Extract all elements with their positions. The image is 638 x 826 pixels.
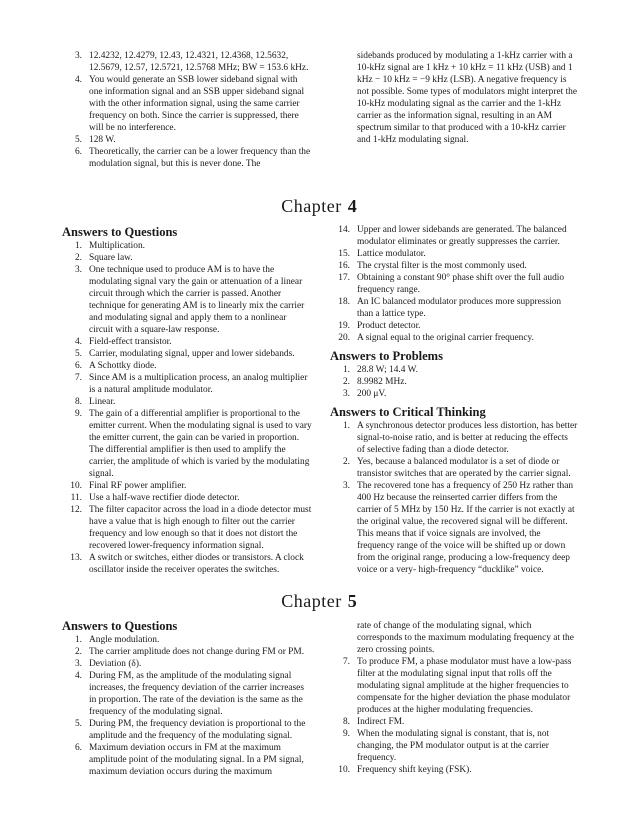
item-number: 1. [342,365,350,375]
item-text: 12.4232, 12.4279, 12.43, 12.4321, 12.4368, 12.5632, 12.5679, 12.57, 12.5721, 12.5768 MHz; BW = 153.6 kHz. [89,51,309,73]
item-text: Linear. [89,397,116,407]
item-number: 2. [342,457,350,467]
item-number: 8. [342,717,350,727]
list-item [62,658,312,670]
problems-heading: Answers to Problems [330,349,443,363]
item-text: 200 μV. [357,389,387,399]
item-number: 3. [74,51,82,61]
top-right-paragraph: sidebands produced by modulating a 1-kHz carrier with a 10-kHz signal are 1 kHz + 10 kHz = 11 kHz (USB) and 1 kHz − 10 kHz = −9 kHz (LSB). A negative frequency is not possible. Some types of modulators might interpret the 10-kHz modulating signal as the carrier and the 1-kHz carrier as the information signal, resulting in an AM spectrum similar to that produced with a 10-kHz carrier and 1-kHz modulating signal. [357,51,578,145]
item-number: 4. [74,337,82,347]
item-number: 4. [74,671,82,681]
chapter5-left-column [62,620,312,778]
list-item [62,670,312,718]
item-number: 16. [338,261,350,271]
list-item [330,716,578,728]
item-text: The recovered tone has a frequency of 250 Hz rather than 400 Hz because the reinserted carrier differs from the carrier of 5 MHz by 150 Hz. If the carrier is not exactly at the original value, the recovered signal will be different. This means that if voice signals are involved, the frequency range of the voice will be shifted up or down from the original range, producing a low-frequency deep voice or a very- high-frequency “ducklike” voice. [357,481,575,575]
item-number: 10. [338,765,350,775]
chapter4-questions-list-b [330,224,578,344]
item-text: Square law. [89,253,133,263]
item-text: Multiplication. [89,241,145,251]
item-text: Obtaining a constant 90° phase shift over the full audio frequency range. [357,273,565,295]
item-number: 2. [74,253,82,263]
chapter-word: Chapter [281,196,342,216]
list-item [62,146,312,170]
item-number: 3. [74,659,82,669]
item-text: 28.8 W; 14.4 W. [357,365,418,375]
list-item [62,396,312,408]
list-item [62,504,312,552]
list-item [62,480,312,492]
item-number: 15. [338,249,350,259]
list-item [330,728,578,764]
list-item [62,646,312,658]
item-text: An IC balanced modulator produces more suppression than a lattice type. [357,297,562,319]
item-number: 1. [74,241,82,251]
item-number: 2. [342,377,350,387]
item-text: 8.9982 MHz. [357,377,407,387]
item-number: 7. [342,657,350,667]
item-text: Upper and lower sidebands are generated. The balanced modulator eliminates or greatly suppresses the carrier. [357,225,567,247]
chapter5-right-column [330,620,578,776]
list-item [330,656,578,716]
item-number: 3. [74,265,82,275]
item-text: A switch or switches, either diodes or transistors. A clock oscillator inside the receiver operates the switches. [89,553,304,575]
item-number: 13. [70,553,82,563]
list-item [330,764,578,776]
item-text: 128 W. [89,135,116,145]
item-number: 19. [338,321,350,331]
item-text: Yes, because a balanced modulator is a set of diode or transistor switches that are operated by the carrier signal. [357,457,571,479]
item-text: Lattice modulator. [357,249,426,259]
item-text: Maximum deviation occurs in FM at the maximum amplitude point of the modulating signal. In a PM signal, maximum deviation occurs during the maximum [89,743,304,777]
item-text: The crystal filter is the most commonly used. [357,261,527,271]
item-text: You would generate an SSB lower sideband signal with one information signal and an SSB upper sideband signal with the other information signal, using the same carrier frequency on both. Since the carrier is suppressed, there will be no interference. [89,75,305,133]
list-item [330,248,578,260]
item-number: 10. [70,481,82,491]
list-item [62,742,312,778]
list-item [62,336,312,348]
list-item [330,272,578,296]
item-number: 9. [74,409,82,419]
item-text: When the modulating signal is constant, that is, not changing, the PM modulator output is at the carrier frequency. [357,729,550,763]
item-text: One technique used to produce AM is to have the modulating signal vary the gain or attenuation of a linear circuit through which the carrier is passed. Another technique for generating AM is to linearly mix the carrier and modulating signal and apply them to a nonlinear circuit with a square-law response. [89,265,305,335]
item-text: Final RF power amplifier. [89,481,187,491]
item-text: Product detector. [357,321,421,331]
item-text: Since AM is a multiplication process, an analog multiplier is a natural amplitude modulator. [89,373,308,395]
chapter4-left-column [62,226,312,576]
list-item [330,296,578,320]
chapter-number: 5 [347,591,357,611]
list-item [62,348,312,360]
item-number: 6. [74,743,82,753]
list-item [62,50,312,74]
item-text: Angle modulation. [89,635,160,645]
item-text: Deviation (δ). [89,659,142,669]
top-right-column [330,50,578,146]
chapter4-questions-list-a [62,240,312,576]
chapter-number: 4 [347,196,357,216]
list-item [62,240,312,252]
item-number: 11. [70,493,82,503]
list-item [330,388,578,400]
chapter-word: Chapter [281,591,342,611]
item-text: During PM, the frequency deviation is proportional to the amplitude and the frequency of the modulating signal. [89,719,306,741]
list-item [62,134,312,146]
item-number: 6. [74,147,82,157]
item-text: A Schottky diode. [89,361,157,371]
continuation-paragraph: rate of change of the modulating signal, which corresponds to the maximum modulating frequency at the zero crossing points. [357,621,574,655]
list-item [330,480,578,576]
item-number: 3. [342,389,350,399]
chapter4-problems-list [330,364,578,400]
list-item [330,456,578,480]
list-item [62,718,312,742]
list-item [62,634,312,646]
item-text: The carrier amplitude does not change during FM or PM. [89,647,305,657]
chapter5-questions-list-a [62,634,312,778]
list-item [62,264,312,336]
item-number: 6. [74,361,82,371]
list-item [62,360,312,372]
list-item [330,224,578,248]
item-number: 5. [74,349,82,359]
top-left-column [62,50,312,170]
item-text: Carrier, modulating signal, upper and lower sidebands. [89,349,295,359]
item-number: 8. [74,397,82,407]
item-text: A signal equal to the original carrier frequency. [357,333,534,343]
item-text: To produce FM, a phase modulator must have a low-pass filter at the modulating signal input that rolls off the modulating signal amplitude at the higher frequencies to compensate for the higher deviation the phase modulator produces at the higher modulating frequencies. [357,657,572,715]
item-number: 4. [74,75,82,85]
item-text: The gain of a differential amplifier is proportional to the emitter current. When the modulating signal is used to vary the emitter current, the gain can be varied in proportion. The differential amplifier is then used to amplify the carrier, the amplitude of which is varied by the modulating signal. [89,409,312,479]
item-text: Indirect FM. [357,717,405,727]
list-item [330,320,578,332]
item-number: 3. [342,481,350,491]
questions-heading: Answers to Questions [62,225,178,239]
chapter5-questions-list-b [330,656,578,776]
item-number: 7. [74,373,82,383]
list-item [330,376,578,388]
list-item [330,420,578,456]
item-text: The filter capacitor across the load in a diode detector must have a value that is high enough to filter out the carrier frequency and low enough so that it does not distort the recovered lower-frequency information signal. [89,505,312,551]
list-item [62,74,312,134]
list-item [62,252,312,264]
item-text: A synchronous detector produces less distortion, has better signal-to-noise ratio, and is better at reducing the effects of selective fading than a diode detector. [357,421,578,455]
questions-heading: Answers to Questions [62,619,178,633]
chapter4-right-column [330,224,578,576]
item-number: 5. [74,135,82,145]
chapter4-critical-list [330,420,578,576]
item-text: Field-effect transistor. [89,337,172,347]
item-number: 9. [342,729,350,739]
item-number: 5. [74,719,82,729]
item-number: 12. [70,505,82,515]
item-text: During FM, as the amplitude of the modulating signal increases, the frequency deviation of the carrier increases in proportion. The rate of the deviation is the same as the frequency of the modulating signal. [89,671,304,717]
item-number: 17. [338,273,350,283]
chapter-4-heading [0,196,638,217]
item-number: 18. [338,297,350,307]
list-item [330,364,578,376]
item-number: 2. [74,647,82,657]
item-number: 20. [338,333,350,343]
list-item [330,332,578,344]
item-text: Frequency shift keying (FSK). [357,765,472,775]
item-number: 1. [74,635,82,645]
item-number: 1. [342,421,350,431]
list-item [62,408,312,480]
list-item [62,492,312,504]
list-item [62,552,312,576]
item-text: Theoretically, the carrier can be a lower frequency than the modulation signal, but this is never done. The [89,147,311,169]
top-answer-list [62,50,312,170]
list-item [62,372,312,396]
item-number: 14. [338,225,350,235]
critical-thinking-heading: Answers to Critical Thinking [330,405,486,419]
list-item [330,260,578,272]
item-text: Use a half-wave rectifier diode detector. [89,493,240,503]
chapter-5-heading [0,591,638,612]
